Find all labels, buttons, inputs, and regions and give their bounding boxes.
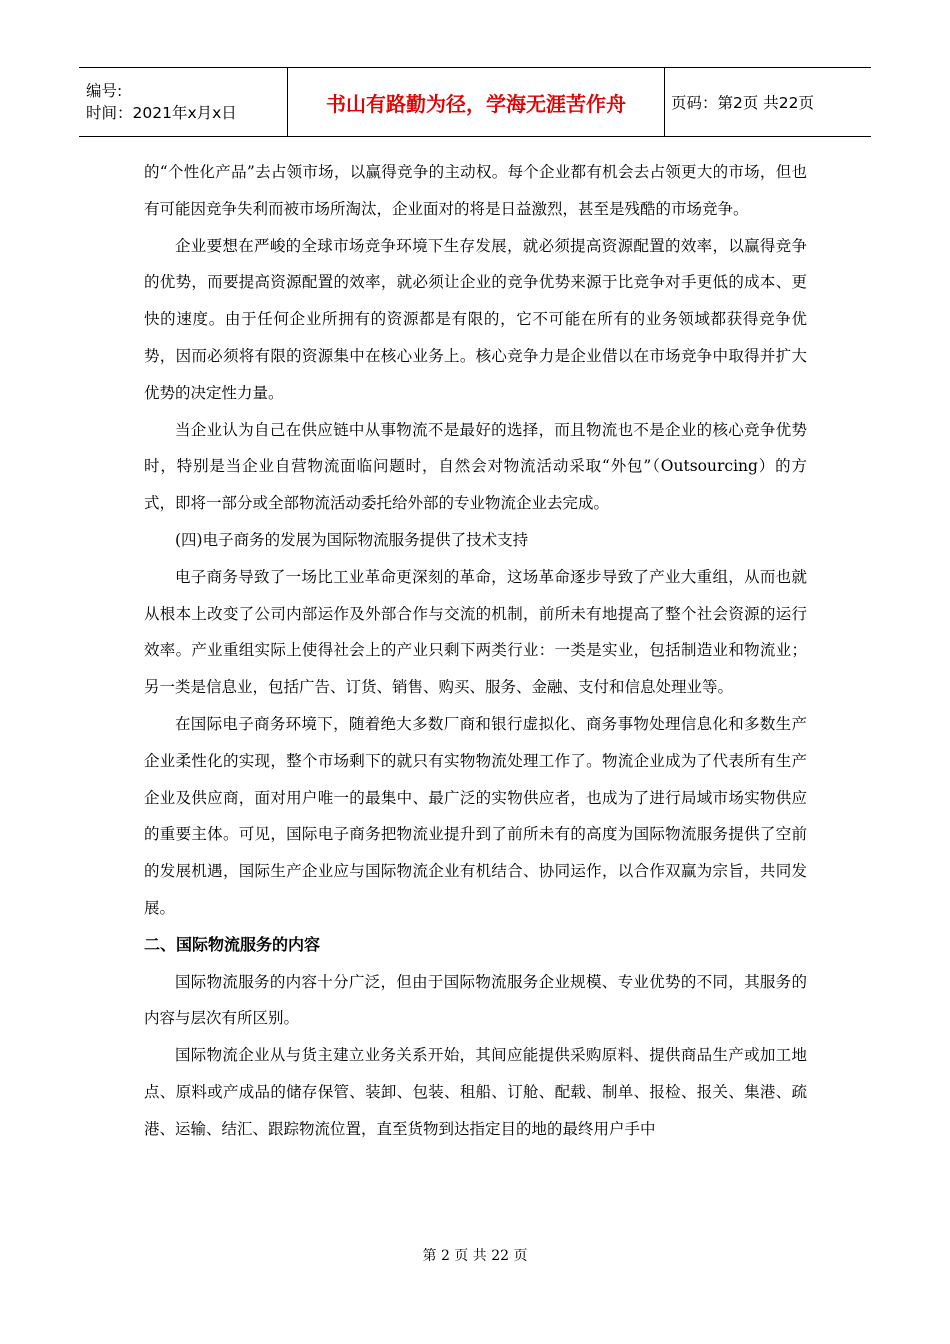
paragraph: 的“个性化产品”去占领市场，以赢得竞争的主动权。每个企业都有机会去占领更大的市场，但也有可能因竞争失利而被市场所淘汰，企业面对的将是日益激烈，甚至是残酷的市场竞争。 — [144, 163, 807, 218]
section-heading: 二、国际物流服务的内容 — [144, 934, 321, 954]
paragraph: 在国际电子商务环境下，随着绝大多数厂商和银行虚拟化、商务事物处理信息化和多数生产企业柔性化的实现，整个市场剩下的就只有实物物流处理工作了。物流企业成为了代表所有生产企业及供应商，面对用户唯一的最集中、最广泛的实物供应者，也成为了进行局域市场实物供应的重要主体。可见，国际电子商务把物流业提升到了前所未有的高度为国际物流服务提供了空前的发展机遇，国际生产企业应与国际物流企业有机结合、协同运作，以合作双赢为宗旨，共同发展。 — [144, 714, 807, 917]
time-label: 时间：2021年x月x日 — [86, 104, 237, 122]
serial-label: 编号: — [86, 82, 123, 100]
paragraph: 企业要想在严峻的全球市场竞争环境下生存发展，就必须提高资源配置的效率，以赢得竞争的优势，而要提高资源配置的效率，就必须让企业的竞争优势来源于比竞争对手更低的成本、更快的速度。由于任何企业所拥有的资源都是有限的，它不可能在所有的业务领域都获得竞争优势，因而必须将有限的资源集中在核心业务上。核心竞争力是企业借以在市场竞争中取得并扩大优势的决定性力量。 — [144, 236, 807, 402]
paragraph: 电子商务导致了一场比工业革命更深刻的革命，这场革命逐步导致了产业大重组，从而也就从根本上改变了公司内部运作及外部合作与交流的机制，前所未有地提高了整个社会资源的运行效率。产业重组实际上使得社会上的产业只剩下两类行业：一类是实业，包括制造业和物流业；另一类是信息业，包括广告、订货、销售、购买、服务、金融、支付和信息处理业等。 — [144, 567, 807, 697]
document-body — [144, 154, 807, 1148]
page-footer: 第 2 页 共 22 页 — [422, 1248, 528, 1264]
header-table — [79, 67, 871, 137]
paragraph: 国际物流企业从与货主建立业务关系开始，其间应能提供采购原料、提供商品生产或加工地点、原料或产成品的储存保管、装卸、包装、租船、订舱、配载、制单、报检、报关、集港、疏港、运输、结汇、跟踪物流位置，直至货物到达指定目的地的最终用户手中 — [144, 1046, 807, 1138]
header-meta — [79, 68, 288, 137]
paragraph: 国际物流服务的内容十分广泛，但由于国际物流服务企业规模、专业优势的不同，其服务的内容与层次有所区别。 — [144, 972, 807, 1028]
subheading: (四)电子商务的发展为国际物流服务提供了技术支持 — [175, 530, 529, 549]
header-motto: 书山有路勤为径，学海无涯苦作舟 — [288, 68, 665, 137]
paragraph: 当企业认为自己在供应链中从事物流不是最好的选择，而且物流也不是企业的核心竞争优势时，特别是当企业自营物流面临问题时，自然会对物流活动采取“外包”（Outsourcing）的方式，即将一部分或全部物流活动委托给外部的专业物流企业去完成。 — [144, 420, 807, 513]
header-page-info: 页码：第2页 共22页 — [665, 68, 872, 137]
